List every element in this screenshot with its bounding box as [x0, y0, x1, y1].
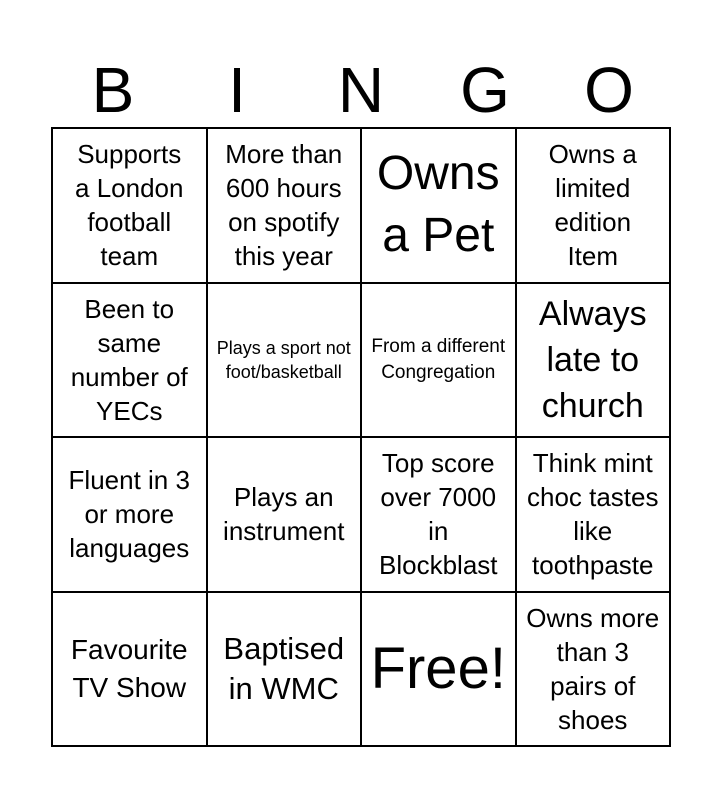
bingo-cell-plays-instrument[interactable] — [207, 437, 362, 592]
bingo-cell-plays-sport[interactable] — [207, 283, 362, 438]
bingo-cell-different-congregation[interactable] — [361, 283, 516, 438]
cell-label: More than 600 hours on spotify this year — [225, 139, 343, 272]
bingo-grid — [51, 127, 671, 747]
header-letter-g: G — [460, 54, 510, 126]
bingo-cell-owns-pet[interactable] — [361, 128, 516, 283]
bingo-cell-late-to-church[interactable] — [516, 283, 671, 438]
bingo-cell-favourite-tv[interactable] — [52, 592, 207, 747]
bingo-cell-spotify-hours[interactable] — [207, 128, 362, 283]
header-letter-n: N — [337, 54, 385, 126]
bingo-cell-mint-choc[interactable] — [516, 437, 671, 592]
header-letter-o: O — [584, 54, 634, 126]
cell-label: Free! — [370, 635, 506, 701]
bingo-cell-yecs[interactable] — [52, 283, 207, 438]
cell-label: Favourite TV Show — [70, 633, 188, 703]
bingo-cell-limited-edition[interactable] — [516, 128, 671, 283]
header-letter-b: B — [91, 54, 135, 126]
bingo-cell-fluent-languages[interactable] — [52, 437, 207, 592]
header-letter-i: I — [228, 54, 246, 126]
bingo-cell-london-football[interactable] — [52, 128, 207, 283]
cell-label: Always late to church — [538, 294, 647, 425]
cell-label: Top score over 7000 in Blockblast — [379, 448, 498, 581]
cell-label: Think mint choc tastes like toothpaste — [526, 448, 659, 581]
bingo-cell-free[interactable] — [361, 592, 516, 747]
cell-label: Plays a sport not foot/basketball — [216, 337, 351, 382]
bingo-cell-blockblast[interactable] — [361, 437, 516, 592]
cell-label: Plays an instrument — [223, 482, 345, 547]
bingo-header — [51, 52, 671, 128]
bingo-cell-pairs-of-shoes[interactable] — [516, 592, 671, 747]
cell-label: Owns a Pet — [376, 147, 500, 263]
cell-label: Owns more than 3 pairs of shoes — [526, 602, 660, 735]
bingo-cell-baptised-wmc[interactable] — [207, 592, 362, 747]
cell-label: Baptised in WMC — [223, 630, 345, 706]
cell-label: Supports a London football team — [75, 139, 184, 272]
cell-label: From a different Congregation — [371, 335, 506, 383]
cell-label: Fluent in 3 or more languages — [68, 465, 190, 564]
cell-label: Been to same number of YECs — [70, 293, 188, 426]
cell-label: Owns a limited edition Item — [548, 139, 637, 272]
